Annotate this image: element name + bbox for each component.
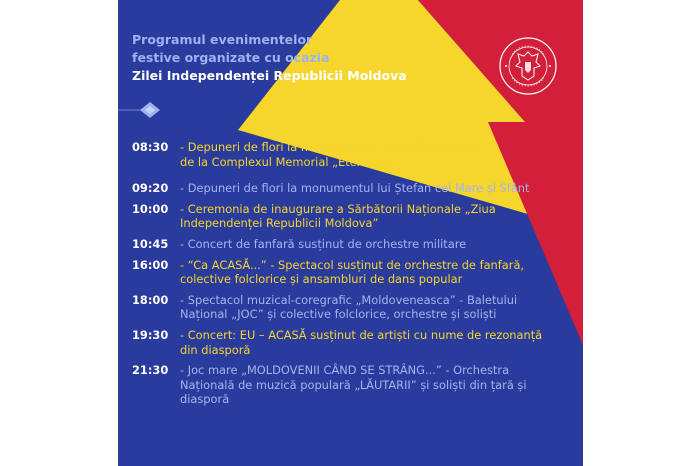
event-time: 09:20 (132, 181, 169, 196)
title-line-1: Programul evenimentelor (132, 32, 313, 47)
event-description-line: - “Ca ACASĂ...” - Spectacol susținut de orchestre de fanfară, (180, 257, 525, 272)
title-line-2: festive organizate cu ocazia (132, 50, 330, 65)
event-description-line: Național „JOC” și colective folclorice, orchestre și soliști (180, 307, 497, 322)
event-description-line: din diasporă (180, 342, 251, 357)
event-description-line: - Depuneri de flori la monumentul lui Ștefan cel Mare și Sfânt (180, 181, 530, 196)
event-time: 21:30 (132, 363, 169, 378)
event-description (180, 293, 577, 322)
schedule-item (132, 328, 577, 357)
schedule-item (132, 140, 577, 169)
event-description-line: Independenței Republicii Moldova” (180, 216, 379, 231)
event-description-line: colective folclorice și ansambluri de dans popular (180, 272, 463, 287)
schedule-item (132, 237, 577, 252)
schedule-item (132, 258, 577, 287)
schedule-item (132, 202, 577, 231)
event-description-line: de la Complexul Memorial „Eternitate” (180, 154, 401, 169)
event-description (180, 328, 577, 357)
event-time: 08:30 (132, 140, 169, 154)
event-description (180, 363, 577, 407)
event-description (180, 258, 577, 287)
event-description (180, 202, 577, 231)
schedule-item (132, 181, 577, 196)
event-description-line: - Ceremonia de inaugurare a Sărbătorii Naționale „Ziua (180, 201, 496, 216)
event-description-line: Națională de muzică populară „LĂUTARII” și soliști din țară și (180, 377, 527, 392)
event-description (180, 237, 577, 252)
event-time: 10:45 (132, 236, 169, 251)
title-line-3: Zilei Independenței Republicii Moldova (132, 68, 407, 83)
event-description (180, 181, 577, 196)
event-time: 19:30 (132, 327, 169, 342)
poster-title (132, 31, 452, 85)
event-description-line: - Depuneri de flori la monumentul „Maica Îndurerată” (180, 140, 486, 154)
event-description-line: - Joc mare „MOLDOVENII CÂND SE STRÂNG...” - Orchestra (180, 363, 510, 378)
diamond-divider-icon (118, 102, 178, 118)
event-description-line: diasporă (180, 392, 230, 407)
event-schedule (132, 140, 577, 407)
event-time: 18:00 (132, 292, 169, 307)
event-description-line: - Concert de fanfară susținut de orchestre militare (180, 236, 467, 251)
event-time: 10:00 (132, 201, 169, 216)
schedule-item (132, 363, 577, 407)
event-description-line: - Spectacol muzical-coregrafic „Moldoveneasca” - Baletului (180, 292, 518, 307)
event-time: 16:00 (132, 257, 169, 272)
event-poster (118, 0, 583, 466)
event-description (180, 140, 577, 169)
schedule-item (132, 293, 577, 322)
event-description-line: - Concert: EU – ACASĂ susținut de artiști cu nume de rezonanță (180, 327, 543, 342)
moldova-government-seal-icon (498, 36, 558, 96)
